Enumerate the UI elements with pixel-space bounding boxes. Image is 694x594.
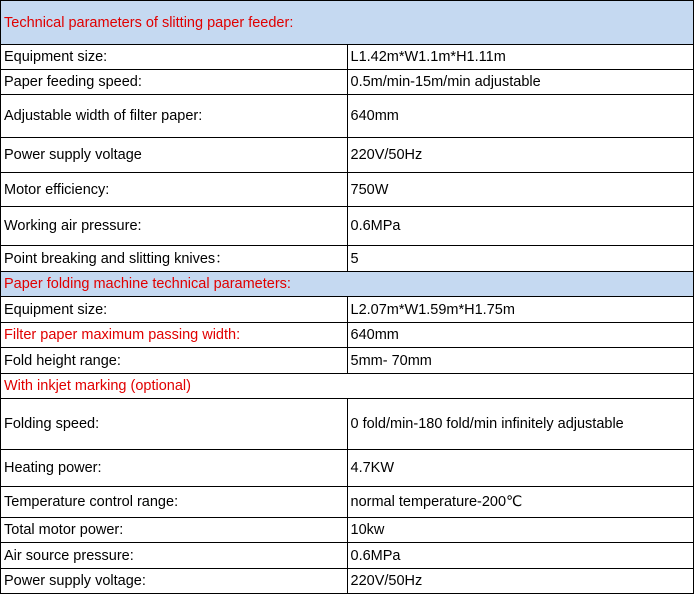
param-label: Heating power: bbox=[1, 450, 348, 487]
param-value: L1.42m*W1.1m*H1.11m bbox=[347, 45, 694, 70]
section-header-folding bbox=[1, 272, 694, 297]
table-row bbox=[1, 70, 694, 95]
param-label-highlight: Filter paper maximum passing width: bbox=[1, 323, 348, 348]
table-row bbox=[1, 348, 694, 374]
inkjet-note-row bbox=[1, 374, 694, 399]
param-label: Power supply voltage: bbox=[1, 569, 348, 594]
table-row bbox=[1, 450, 694, 487]
param-value: L2.07m*W1.59m*H1.75m bbox=[347, 297, 694, 323]
table-row bbox=[1, 487, 694, 518]
table-row bbox=[1, 95, 694, 138]
table-row bbox=[1, 399, 694, 450]
param-label: Point breaking and slitting knives： bbox=[1, 246, 348, 272]
table-row bbox=[1, 518, 694, 543]
param-value: 0.5m/min-15m/min adjustable bbox=[347, 70, 694, 95]
param-label: Paper feeding speed: bbox=[1, 70, 348, 95]
table-row bbox=[1, 543, 694, 569]
table-row bbox=[1, 246, 694, 272]
section-title: Paper folding machine technical parameters: bbox=[1, 272, 694, 297]
param-value: 640mm bbox=[347, 323, 694, 348]
param-value: 220V/50Hz bbox=[347, 569, 694, 594]
section-header-slitting bbox=[1, 1, 694, 45]
param-label: Working air pressure: bbox=[1, 207, 348, 246]
param-value: 5mm- 70mm bbox=[347, 348, 694, 374]
section-title: Technical parameters of slitting paper feeder: bbox=[1, 1, 694, 45]
table-row bbox=[1, 323, 694, 348]
param-label: Motor efficiency: bbox=[1, 173, 348, 207]
table-row bbox=[1, 569, 694, 594]
table-row bbox=[1, 297, 694, 323]
param-value: 0 fold/min-180 fold/min infinitely adjustable bbox=[347, 399, 694, 450]
inkjet-note: With inkjet marking (optional) bbox=[1, 374, 694, 399]
param-value: 750W bbox=[347, 173, 694, 207]
param-value: 640mm bbox=[347, 95, 694, 138]
table-row bbox=[1, 173, 694, 207]
param-label: Folding speed: bbox=[1, 399, 348, 450]
param-label: Temperature control range: bbox=[1, 487, 348, 518]
param-label: Total motor power: bbox=[1, 518, 348, 543]
param-value: 10kw bbox=[347, 518, 694, 543]
param-value: normal temperature-200℃ bbox=[347, 487, 694, 518]
table-row bbox=[1, 45, 694, 70]
param-label: Equipment size: bbox=[1, 45, 348, 70]
table-row bbox=[1, 138, 694, 173]
param-value: 0.6MPa bbox=[347, 543, 694, 569]
param-label: Power supply voltage bbox=[1, 138, 348, 173]
param-value: 5 bbox=[347, 246, 694, 272]
param-label: Equipment size: bbox=[1, 297, 348, 323]
param-value: 4.7KW bbox=[347, 450, 694, 487]
param-value: 0.6MPa bbox=[347, 207, 694, 246]
param-label: Adjustable width of filter paper: bbox=[1, 95, 348, 138]
param-label: Fold height range: bbox=[1, 348, 348, 374]
param-label: Air source pressure: bbox=[1, 543, 348, 569]
param-value: 220V/50Hz bbox=[347, 138, 694, 173]
table-row bbox=[1, 207, 694, 246]
